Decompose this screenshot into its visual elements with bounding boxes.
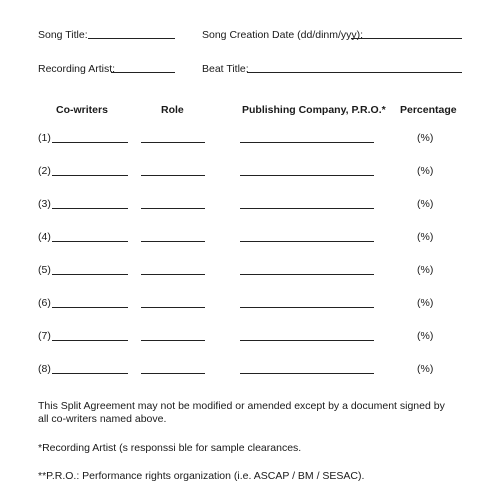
song-title-field[interactable]	[88, 38, 175, 39]
role-field[interactable]	[141, 373, 205, 374]
row-number: (7)	[38, 330, 51, 342]
recording-artist-field[interactable]	[111, 72, 175, 73]
beat-title-field[interactable]	[247, 72, 462, 73]
publishing-field[interactable]	[240, 373, 374, 374]
role-field[interactable]	[141, 340, 205, 341]
role-field[interactable]	[141, 175, 205, 176]
row-number: (3)	[38, 198, 51, 210]
percentage-cell[interactable]: (%)	[417, 231, 434, 243]
cowriter-field[interactable]	[52, 142, 128, 143]
cowriter-field[interactable]	[52, 241, 128, 242]
cowriter-field[interactable]	[52, 307, 128, 308]
publishing-field[interactable]	[240, 307, 374, 308]
row-number: (2)	[38, 165, 51, 177]
role-field[interactable]	[141, 142, 205, 143]
row-number: (1)	[38, 132, 51, 144]
column-header-role: Role	[161, 104, 184, 116]
row-number: (5)	[38, 264, 51, 276]
recording-artist-label: Recording Artist:	[38, 63, 116, 75]
percentage-cell[interactable]: (%)	[417, 330, 434, 342]
cowriter-field[interactable]	[52, 373, 128, 374]
creation-date-label: Song Creation Date (dd/dinm/yyy):	[202, 29, 364, 41]
percentage-cell[interactable]: (%)	[417, 165, 434, 177]
cowriter-field[interactable]	[52, 175, 128, 176]
pro-footnote: **P.R.O.: Performance rights organization (i.e. ASCAP / BM / SESAC).	[38, 470, 365, 482]
role-field[interactable]	[141, 208, 205, 209]
column-header-percentage: Percentage	[400, 104, 457, 116]
percentage-cell[interactable]: (%)	[417, 198, 434, 210]
cowriter-field[interactable]	[52, 340, 128, 341]
cowriter-field[interactable]	[52, 208, 128, 209]
column-header-publishing: Publishing Company, P.R.O.*	[242, 104, 386, 116]
percentage-cell[interactable]: (%)	[417, 132, 434, 144]
percentage-cell[interactable]: (%)	[417, 363, 434, 375]
percentage-cell[interactable]: (%)	[417, 264, 434, 276]
row-number: (4)	[38, 231, 51, 243]
publishing-field[interactable]	[240, 175, 374, 176]
agreement-note: This Split Agreement may not be modified or amended except by a document signed by all co-writers named above.	[38, 400, 445, 425]
publishing-field[interactable]	[240, 208, 374, 209]
song-title-label: Song Title:	[38, 29, 88, 41]
artist-footnote: *Recording Artist (s responssi ble for sample clearances.	[38, 442, 302, 454]
publishing-field[interactable]	[240, 241, 374, 242]
cowriter-field[interactable]	[52, 274, 128, 275]
creation-date-field[interactable]	[351, 38, 462, 39]
role-field[interactable]	[141, 307, 205, 308]
publishing-field[interactable]	[240, 274, 374, 275]
role-field[interactable]	[141, 241, 205, 242]
percentage-cell[interactable]: (%)	[417, 297, 434, 309]
publishing-field[interactable]	[240, 340, 374, 341]
beat-title-label: Beat Title:	[202, 63, 249, 75]
row-number: (8)	[38, 363, 51, 375]
publishing-field[interactable]	[240, 142, 374, 143]
row-number: (6)	[38, 297, 51, 309]
role-field[interactable]	[141, 274, 205, 275]
column-header-cowriters: Co-writers	[56, 104, 108, 116]
